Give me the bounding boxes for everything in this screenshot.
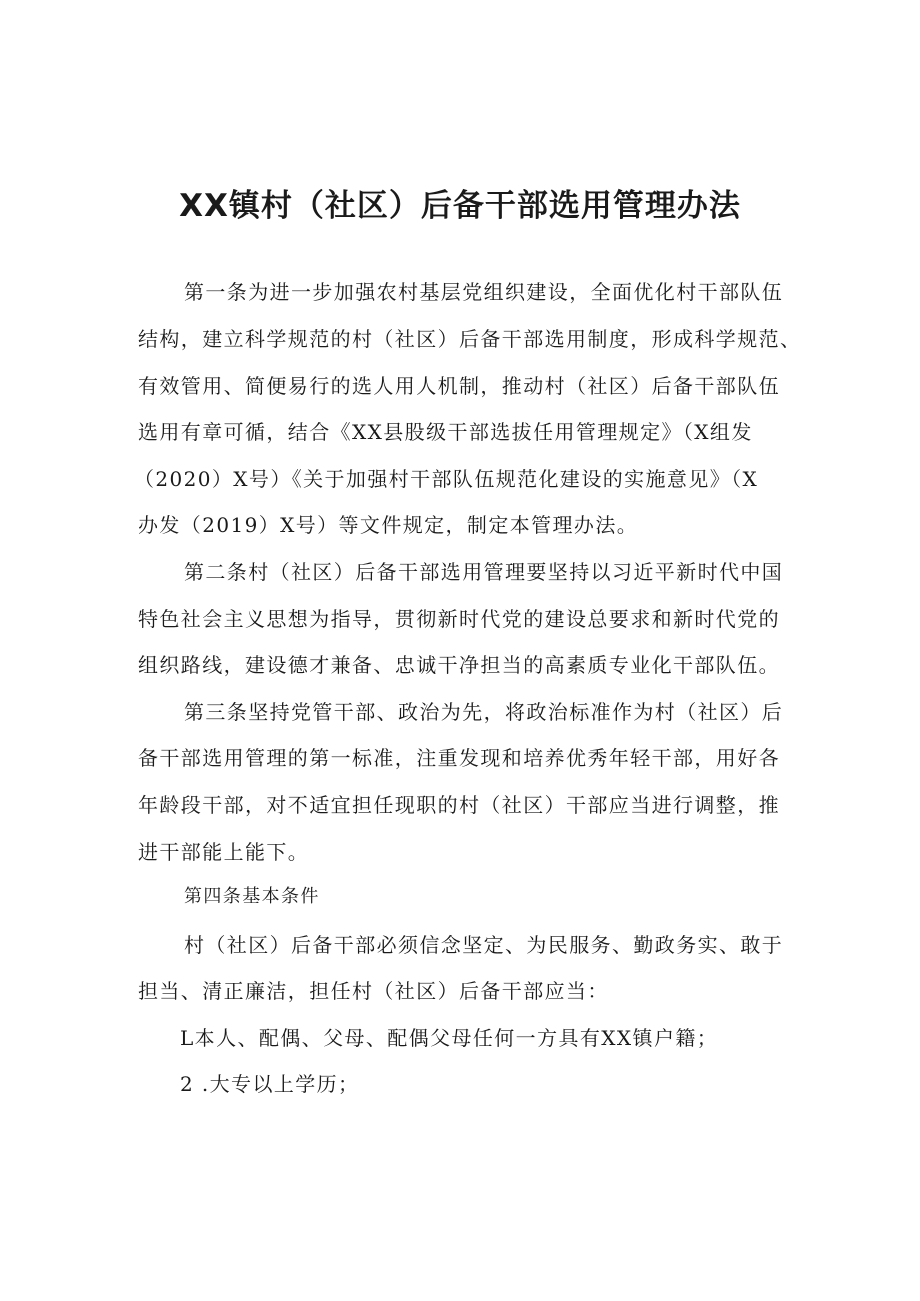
- condition-item-1: L本人、配偶、父母、配偶父母任何一方具有XX镇户籍；: [180, 1026, 719, 1050]
- article-2-line-1: 第二条村（社区）后备干部选用管理要坚持以习近平新时代中国: [184, 560, 784, 584]
- article-3-line-3: 年龄段干部，对不适宜担任现职的村（社区）干部应当进行调整，推: [138, 793, 780, 817]
- article-3-line-4: 进干部能上能下。: [138, 840, 310, 864]
- article-1-line-4: 选用有章可循，结合《XX县股级干部选拔任用管理规定》（X组发: [138, 420, 753, 444]
- article-1-line-6: 办发（2019）X号）等文件规定，制定本管理办法。: [138, 513, 639, 537]
- article-4-line-2: 担当、清正廉洁，担任村（社区）后备干部应当：: [138, 979, 609, 1003]
- article-2-line-3: 组织路线，建设德才兼备、忠诚干净担当的高素质专业化干部队伍。: [138, 653, 780, 677]
- document-title: XX镇村（社区）后备干部选用管理办法: [179, 188, 741, 224]
- article-3-line-2: 备干部选用管理的第一标准，注重发现和培养优秀年轻干部，用好各: [138, 746, 780, 770]
- article-4-line-1: 村（社区）后备干部必须信念坚定、为民服务、勤政务实、敢于: [184, 933, 784, 957]
- article-3-line-1: 第三条坚持党管干部、政治为先，将政治标准作为村（社区）后: [184, 700, 784, 724]
- article-2-line-2: 特色社会主义思想为指导，贯彻新时代党的建设总要求和新时代党的: [138, 607, 780, 631]
- article-1-line-1: 第一条为进一步加强农村基层党组织建设，全面优化村干部队伍: [184, 280, 784, 304]
- article-4-heading: 第四条基本条件: [184, 886, 320, 907]
- article-1-line-5: （2020）X号）《关于加强村干部队伍规范化建设的实施意见》（X: [134, 467, 759, 491]
- article-1-line-3: 有效管用、简便易行的选人用人机制，推动村（社区）后备干部队伍: [138, 374, 780, 398]
- condition-item-2: 2 .大专以上学历；: [180, 1072, 360, 1096]
- article-1-line-2: 结构，建立科学规范的村（社区）后备干部选用制度，形成科学规范、: [138, 327, 802, 351]
